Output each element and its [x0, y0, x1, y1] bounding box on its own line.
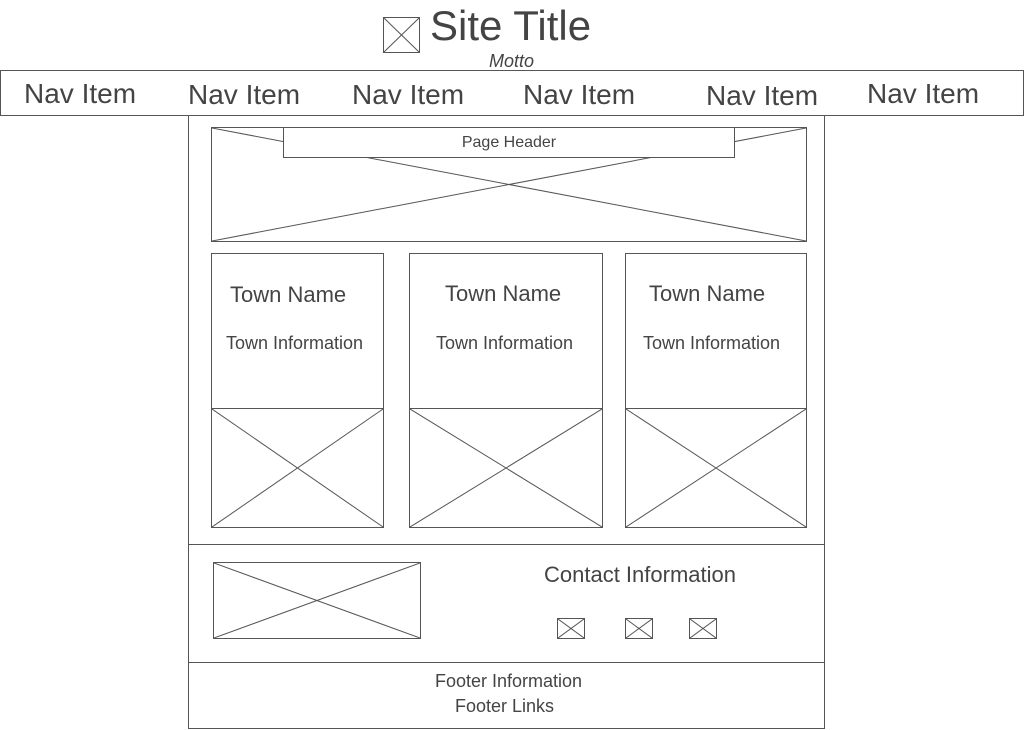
site-logo-placeholder	[383, 17, 420, 53]
social-icon-3[interactable]	[689, 618, 717, 639]
contact-image	[213, 562, 421, 639]
town-name-3: Town Name	[649, 281, 766, 306]
site-title: Site Title	[430, 2, 592, 49]
social-icon-2[interactable]	[625, 618, 653, 639]
footer-info: Footer Information	[435, 671, 583, 691]
nav-item-5[interactable]: Nav Item	[706, 80, 819, 111]
nav-item-2[interactable]: Nav Item	[188, 79, 301, 110]
social-icon-1[interactable]	[557, 618, 585, 639]
town-name-2: Town Name	[445, 281, 562, 306]
town-image-2	[409, 408, 603, 528]
town-name-1: Town Name	[230, 282, 347, 307]
nav-item-6[interactable]: Nav Item	[867, 78, 980, 109]
town-card-2[interactable]	[409, 253, 603, 409]
town-image-1	[211, 408, 384, 528]
town-info-3: Town Information	[643, 333, 781, 353]
nav-item-3[interactable]: Nav Item	[352, 79, 465, 110]
footer-links[interactable]: Footer Links	[455, 696, 555, 716]
town-info-1: Town Information	[226, 333, 364, 353]
town-image-3	[625, 408, 807, 528]
nav-item-4[interactable]: Nav Item	[523, 79, 636, 110]
contact-title: Contact Information	[544, 562, 736, 587]
nav-item-1[interactable]: Nav Item	[24, 78, 137, 109]
town-info-2: Town Information	[436, 333, 574, 353]
town-card-1[interactable]	[211, 253, 384, 409]
page-header-label: Page Header	[461, 134, 557, 151]
town-card-3[interactable]	[625, 253, 807, 409]
site-motto: Motto	[489, 51, 535, 71]
